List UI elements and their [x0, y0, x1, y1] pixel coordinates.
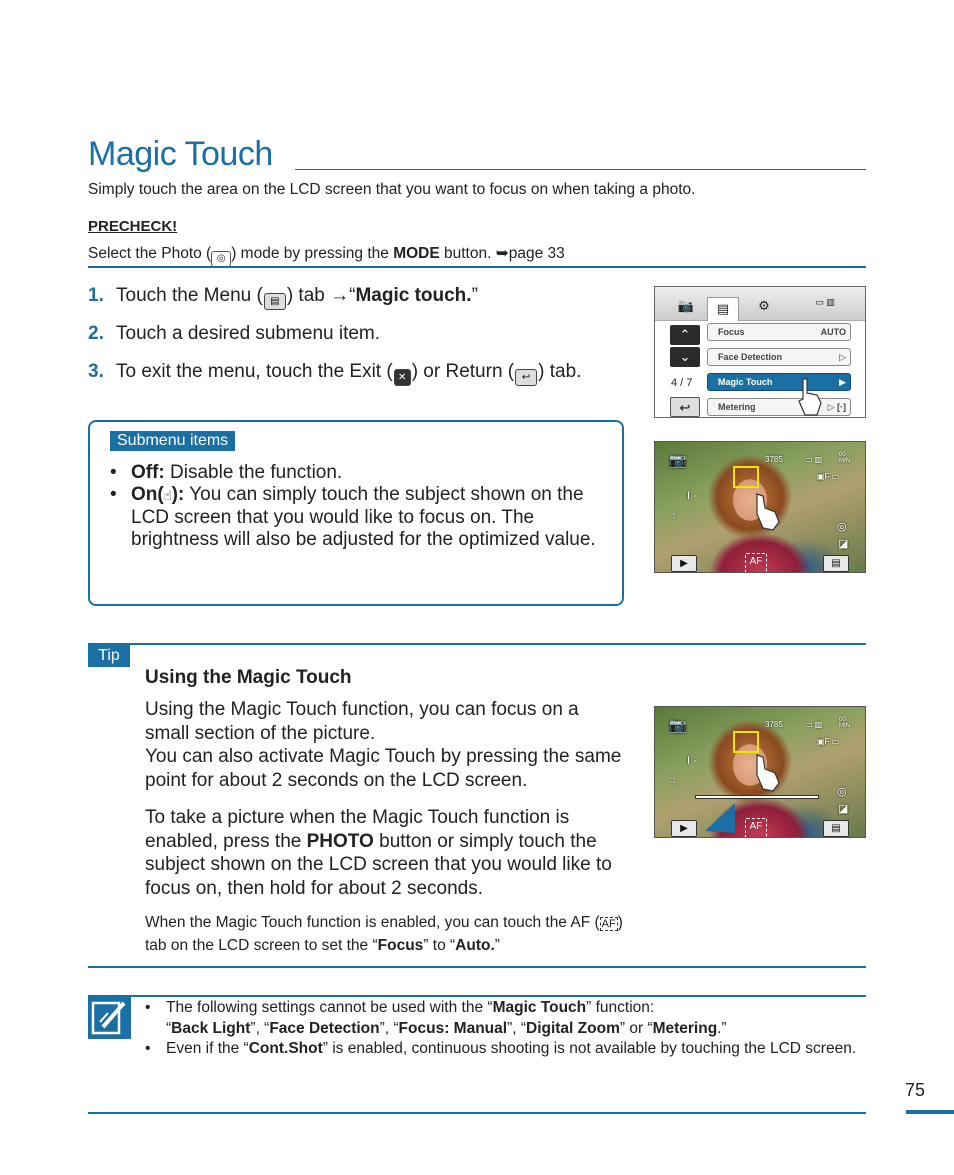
page-number: 75 — [905, 1080, 926, 1100]
submenu-heading: Submenu items — [110, 431, 235, 451]
touch-hand-icon — [795, 377, 825, 417]
tip-label: Tip — [88, 645, 130, 667]
focus-box — [733, 466, 759, 488]
af-icon: AF — [601, 918, 616, 930]
page-ref: page 33 — [508, 245, 565, 262]
magic-touch-icon: ☝ — [669, 509, 676, 521]
menu-screen — [654, 286, 866, 418]
settings-tab-icon: ⚙ — [758, 298, 770, 313]
shot-count: 3785 — [765, 720, 783, 729]
tip-small-text: When the Magic Touch function is enabled, you can touch the AF ( AF ) tab on the LCD screen to set the “Focus” to “Auto.” — [145, 914, 623, 954]
note-icon — [88, 997, 131, 1039]
title-rule — [295, 169, 866, 170]
menu-item-focus: Focus AUTO — [707, 323, 851, 341]
battery-time: 00 MIN — [839, 717, 850, 729]
shot-count: 3785 — [765, 455, 783, 464]
tip-rule-bottom — [88, 966, 866, 968]
magic-touch-icon: ☝ — [163, 488, 172, 503]
down-arrow-icon: ⌄ — [670, 347, 700, 367]
menu-item-metering: Metering ▷ [·] — [707, 398, 851, 416]
exposure-icon: ◪ — [838, 538, 849, 550]
step-2: 2. Touch a desired submenu item. — [88, 323, 381, 344]
menu-tabbar — [655, 287, 865, 321]
page-indicator: 4 / 7 — [671, 377, 693, 389]
tip-paragraph-2: To take a picture when the Magic Touch function is enabled, press the PHOTO button or simply touch the subject shown on the LCD screen that you would like to focus on, then hold for about 2 seconds. — [145, 807, 612, 899]
camera-tab-icon: 📷 — [677, 298, 695, 313]
quality-icon: ▣F ▭ — [817, 737, 840, 746]
touch-hand-icon — [753, 492, 783, 532]
return-tab-icon: ↩ — [670, 397, 700, 417]
tip-rule — [88, 643, 866, 645]
stabilizer-icon: ◎ — [837, 786, 847, 798]
battery-icon: ▭ ▥ — [805, 455, 823, 464]
quality-icon: ▣F ▭ — [817, 472, 840, 481]
menu-icon: ▤ — [264, 293, 286, 310]
play-button-icon: ▶ — [671, 555, 697, 572]
precheck-heading: PRECHECK! — [88, 218, 178, 235]
battery-icon: ▭ ▥ — [815, 297, 835, 307]
menu-item-face-detection: Face Detection ▷ — [707, 348, 851, 366]
magic-touch-icon: ☝ — [669, 774, 676, 786]
tip-paragraph-1: Using the Magic Touch function, you can focus on a small section of the picture. You can also activate Magic Touch by pressing the same point for about 2 seconds on the LCD screen. — [145, 699, 622, 791]
bottom-rule — [88, 1112, 866, 1114]
note-item-1: • The following settings cannot be used with the “Magic Touch” function: “Back Light”, “Face Detection”, “Focus: Manual”, “Digital Zoom” or “Metering.” — [145, 999, 727, 1037]
camera-mode-icon: 📷 — [669, 717, 687, 733]
battery-time: 00 MIN — [839, 452, 850, 464]
progress-bar — [695, 795, 819, 799]
exit-icon: ✕ — [394, 369, 411, 386]
note-rule — [88, 995, 866, 997]
note-item-2: • Even if the “Cont.Shot” is enabled, continuous shooting is not available by touching the LCD screen. — [145, 1040, 857, 1057]
stabilizer-icon: ◎ — [837, 521, 847, 533]
return-icon: ↩ — [515, 369, 537, 386]
camera-icon: ◎ — [211, 251, 231, 267]
step-1: 1. Touch the Menu ( ▤ ) tab →“Magic touch.” — [88, 285, 478, 310]
zoom-indicator: I · — [687, 755, 697, 767]
menu-item-magic-touch: Magic Touch ▶ — [707, 373, 851, 391]
af-icon: AF — [745, 553, 767, 573]
tip-heading: Using the Magic Touch — [145, 667, 352, 688]
step-3: 3. To exit the menu, touch the Exit ( ✕ ) or Return ( ↩ ) tab. — [88, 361, 581, 386]
battery-icon: ▭ ▥ — [805, 720, 823, 729]
up-arrow-icon: ⌃ — [670, 325, 700, 345]
intro-text: Simply touch the area on the LCD screen that you want to focus on when taking a photo. — [88, 181, 696, 198]
touch-hand-icon — [753, 753, 783, 793]
page-title: Magic Touch — [88, 135, 273, 173]
focus-box — [733, 731, 759, 753]
menu-tab-icon: ▤ — [707, 297, 739, 321]
photo-screen-2 — [654, 706, 866, 838]
play-button-icon: ▶ — [671, 820, 697, 837]
af-icon: AF — [745, 818, 767, 838]
precheck-text: Select the Photo ( ◎ ) mode by pressing the MODE button. ➥page 33 — [88, 244, 565, 267]
submenu-item-off: • Off: Disable the function. — [110, 462, 343, 483]
menu-button-icon: ▤ — [823, 555, 849, 572]
pointer-triangle-icon — [705, 803, 737, 833]
menu-button-icon: ▤ — [823, 820, 849, 837]
page-ref-arrow-icon: ➥ — [495, 245, 509, 262]
submenu-item-on: • On(☝): You can simply touch the subject shown on the LCD screen that you would like to focus on. The brightness will also be adjusted for the optimized value. — [110, 484, 596, 550]
camera-mode-icon: 📷 — [669, 452, 687, 468]
zoom-indicator: I · — [687, 490, 697, 502]
precheck-rule — [88, 266, 866, 268]
exposure-icon: ◪ — [838, 803, 849, 815]
page-number-bar — [906, 1110, 954, 1114]
photo-screen-1 — [654, 441, 866, 573]
